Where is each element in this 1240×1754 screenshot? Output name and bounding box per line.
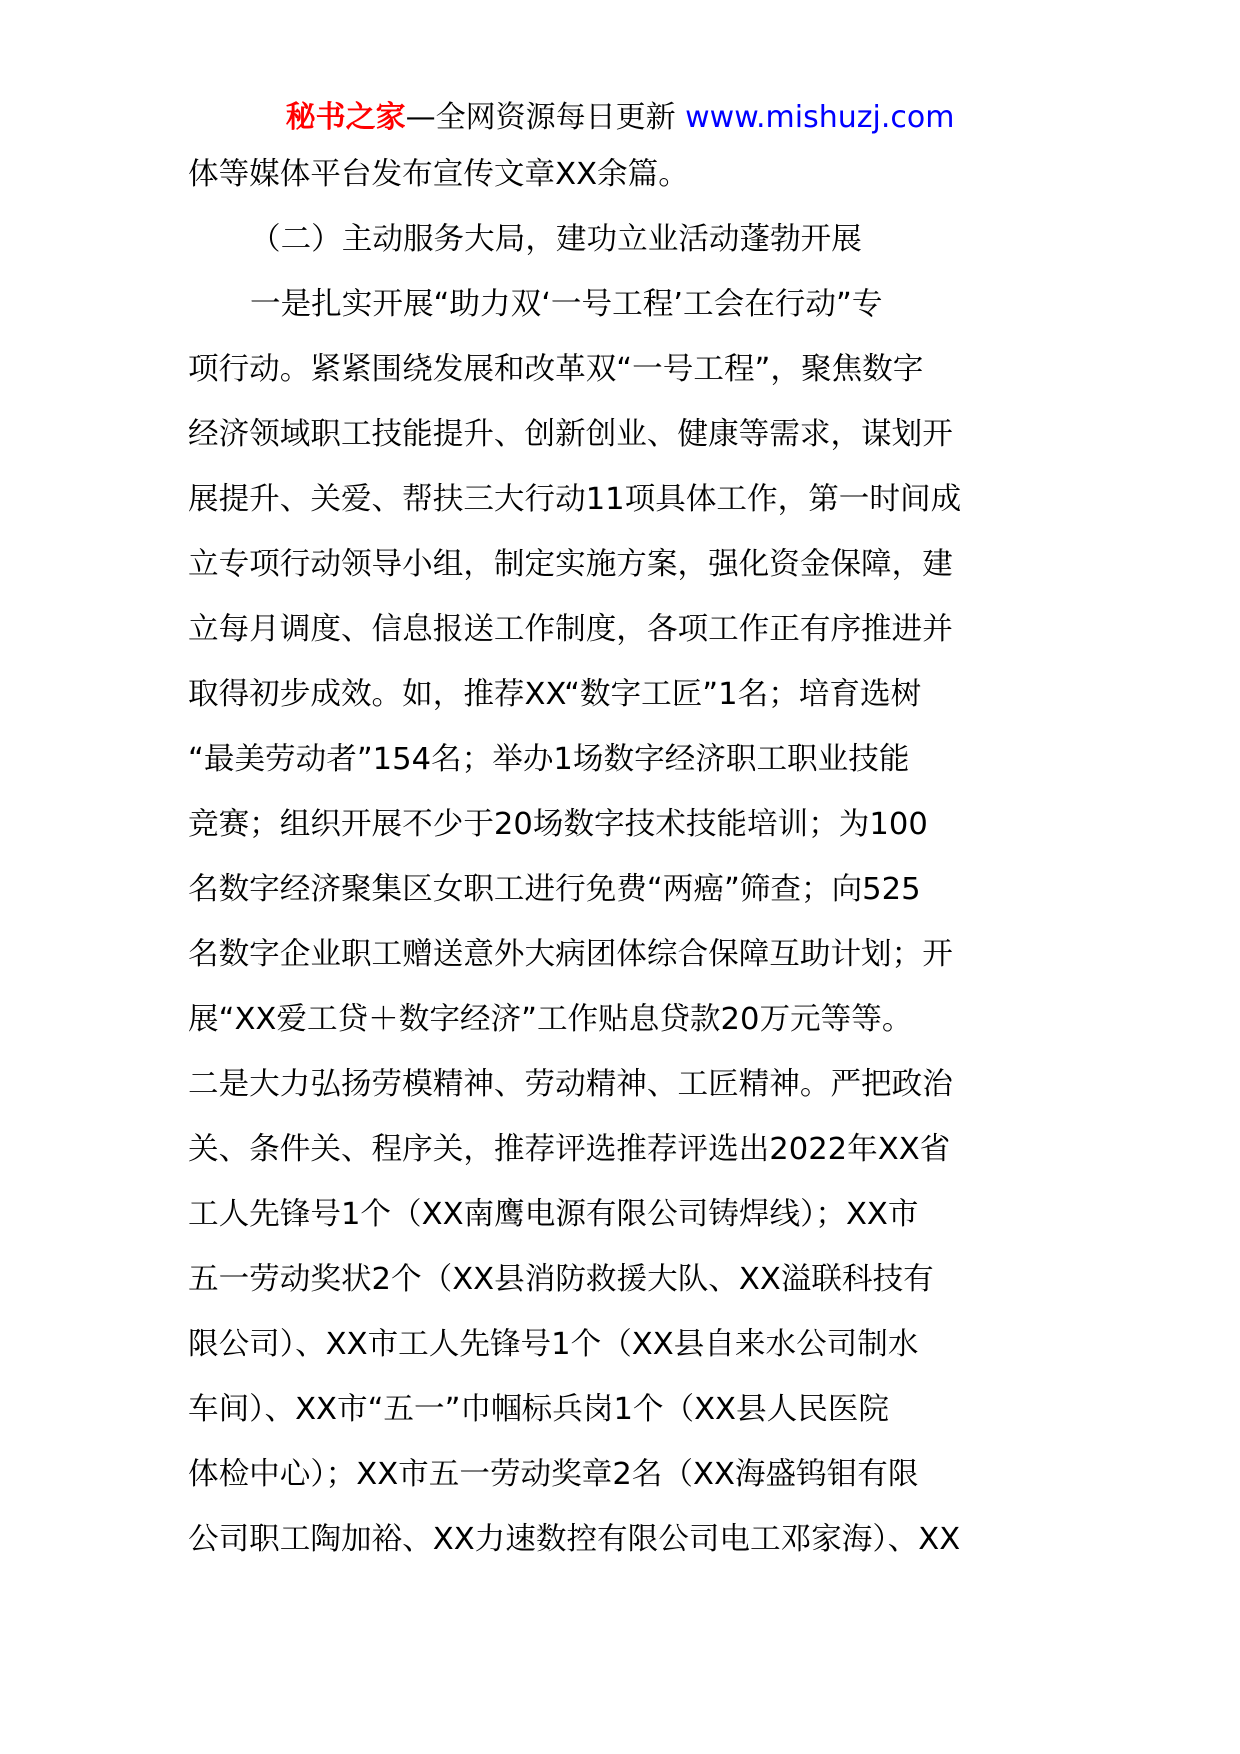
paragraph-line: 公司职工陶加裕、XX力速数控有限公司电工邓家海）、XX — [188, 1522, 961, 1557]
paragraph-line: “最美劳动者”154名；举办1场数字经济职工职业技能 — [188, 742, 910, 777]
paragraph-line: 展提升、关爱、帮扶三大行动11项具体工作，第一时间成 — [188, 482, 962, 517]
site-brand: 秘书之家 — [285, 100, 406, 135]
document-body — [188, 142, 1058, 1572]
paragraph-line: 限公司）、XX市工人先锋号1个（XX县自来水公司制水 — [188, 1327, 919, 1362]
paragraph-line: 体检中心）；XX市五一劳动奖章2名（XX海盛钨钼有限 — [188, 1457, 919, 1492]
paragraph-line: 体等媒体平台发布宣传文章XX余篇。 — [188, 157, 689, 192]
paragraph-line: 经济领域职工技能提升、创新创业、健康等需求，谋划开 — [188, 417, 953, 452]
paragraph-line: 关、条件关、程序关，推荐评选推荐评选出2022年XX省 — [188, 1132, 951, 1167]
paragraph-line: 工人先锋号1个（XX南鹰电源有限公司铸焊线）；XX市 — [188, 1197, 919, 1232]
paragraph-line: 名数字经济聚集区女职工进行免费“两癌”筛查；向525 — [188, 872, 921, 907]
site-url: www.mishuzj.com — [685, 100, 955, 135]
paragraph-line: 竞赛；组织开展不少于20场数字技术技能培训；为100 — [188, 807, 928, 842]
site-tagline: —全网资源每日更新 — [405, 100, 686, 135]
paragraph-line: 一是扎实开展“助力双‘一号工程’工会在行动”专 — [250, 287, 883, 322]
paragraph-line: 项行动。紧紧围绕发展和改革双“一号工程”，聚焦数字 — [188, 352, 924, 387]
watermark-header — [0, 98, 1240, 138]
paragraph-line: 名数字企业职工赠送意外大病团体综合保障互助计划；开 — [188, 937, 953, 972]
paragraph-line: 立每月调度、信息报送工作制度，各项工作正有序推进并 — [188, 612, 953, 647]
paragraph-line: 车间）、XX市“五一”巾帼标兵岗1个（XX县人民医院 — [188, 1392, 889, 1427]
paragraph-line: 立专项行动领导小组，制定实施方案，强化资金保障，建 — [188, 547, 953, 582]
paragraph-line: 二是大力弘扬劳模精神、劳动精神、工匠精神。严把政治 — [188, 1067, 953, 1102]
section-heading: （二）主动服务大局，建功立业活动蓬勃开展 — [250, 222, 862, 257]
paragraph-line: 取得初步成效。如，推荐XX“数字工匠”1名；培育选树 — [188, 677, 922, 712]
paragraph-line: 五一劳动奖状2个（XX县消防救援大队、XX溢联科技有 — [188, 1262, 934, 1297]
paragraph-line: 展“XX爱工贷＋数字经济”工作贴息贷款20万元等等。 — [188, 1002, 913, 1037]
